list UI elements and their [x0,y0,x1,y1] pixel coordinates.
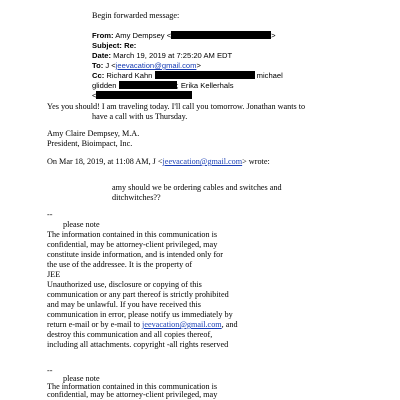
date-label: Date: [92,51,111,60]
cc-person2-cont: glidden [92,81,117,90]
quoted-header-prefix: On Mar 18, 2019, at 11:08 AM, J < [47,157,163,166]
subject-value: Re: [124,41,137,50]
to-suffix: > [196,61,201,70]
footer1-line-prefix: return e-mail or by e-mail to [47,320,143,329]
from-value: Amy Dempsey < [115,31,172,40]
to-row [92,61,201,71]
date-value: March 19, 2019 at 7:25:20 AM EDT [113,51,233,60]
footer1-line: the use of the addressee. It is the property of [47,260,193,269]
to-prefix: J < [105,61,116,70]
reply-line-1: Yes you should! I am traveling today. I'll call you tomorrow. Jonathan wants to [47,102,306,111]
reply-line-2: have a call with us Thursday. [92,112,188,121]
footer1-line: communication in error, please notify us immediately by [47,310,233,319]
footer1-line: Unauthorized use, disclosure or copying of this [47,280,202,289]
redaction-bar [96,91,192,99]
quoted-message-1: amy should we be ordering cables and switches and [112,183,282,192]
quoted-header [47,157,270,167]
to-label: To: [92,61,104,70]
subject-row [92,41,136,51]
footer1-line: JEE [47,270,61,279]
quoted-message-2: ditchwitches?? [112,193,161,202]
cc-person3: ; Erika Kellerhals [176,81,234,90]
footer2-line: The information contained in this communication is [47,382,218,391]
subject-label: Subject: [92,41,122,50]
footer1-line-suffix: , and [221,320,238,329]
cc-person1: Richard Kahn [106,71,153,80]
quoted-email-link[interactable]: jeevacation@gmail.com [162,157,243,166]
footer2-line: confidential, may be attorney-client privileged, may [47,390,218,399]
from-label: From: [92,31,114,40]
cc-label: Cc: [92,71,105,80]
cc-row [92,71,283,81]
date-row [92,51,232,61]
footer1-line: The information contained in this communication is [47,230,218,239]
footer2-note: please note [63,374,100,383]
cc-open: < [92,91,97,100]
forward-intro: Begin forwarded message: [92,11,180,20]
redaction-bar [119,81,177,89]
from-row [92,31,276,41]
cc-person2: michael [256,71,283,80]
signature-title: President, Bioimpact, Inc. [47,139,133,148]
cc-row-cont2 [92,91,192,101]
footer1-dashes: -- [47,210,53,219]
footer1-line: communication or any part thereof is strictly prohibited [47,290,229,299]
footer1-note: please note [63,220,100,229]
signature-name: Amy Claire Dempsey, M.A. [47,129,140,138]
quoted-header-suffix: > wrote: [242,157,270,166]
footer1-line: constitute inside information, and is intended only for [47,250,223,259]
footer2-dashes: -- [47,366,53,375]
footer1-email-link[interactable]: jeevacation@gmail.com [142,320,222,329]
cc-row-cont [92,81,234,91]
footer1-line: destroy this communication and all copies thereof, [47,330,213,339]
footer1-line: and may be unlawful. If you have received this [47,300,201,309]
footer1-line: including all attachments. copyright -all rights reserved [47,340,229,349]
footer1-line [47,320,238,330]
redaction-bar [155,71,255,79]
to-email-link[interactable]: jeevacation@gmail.com [115,61,197,70]
footer1-line: confidential, may be attorney-client privileged, may [47,240,218,249]
from-close: > [271,31,276,40]
redaction-bar [171,31,271,39]
